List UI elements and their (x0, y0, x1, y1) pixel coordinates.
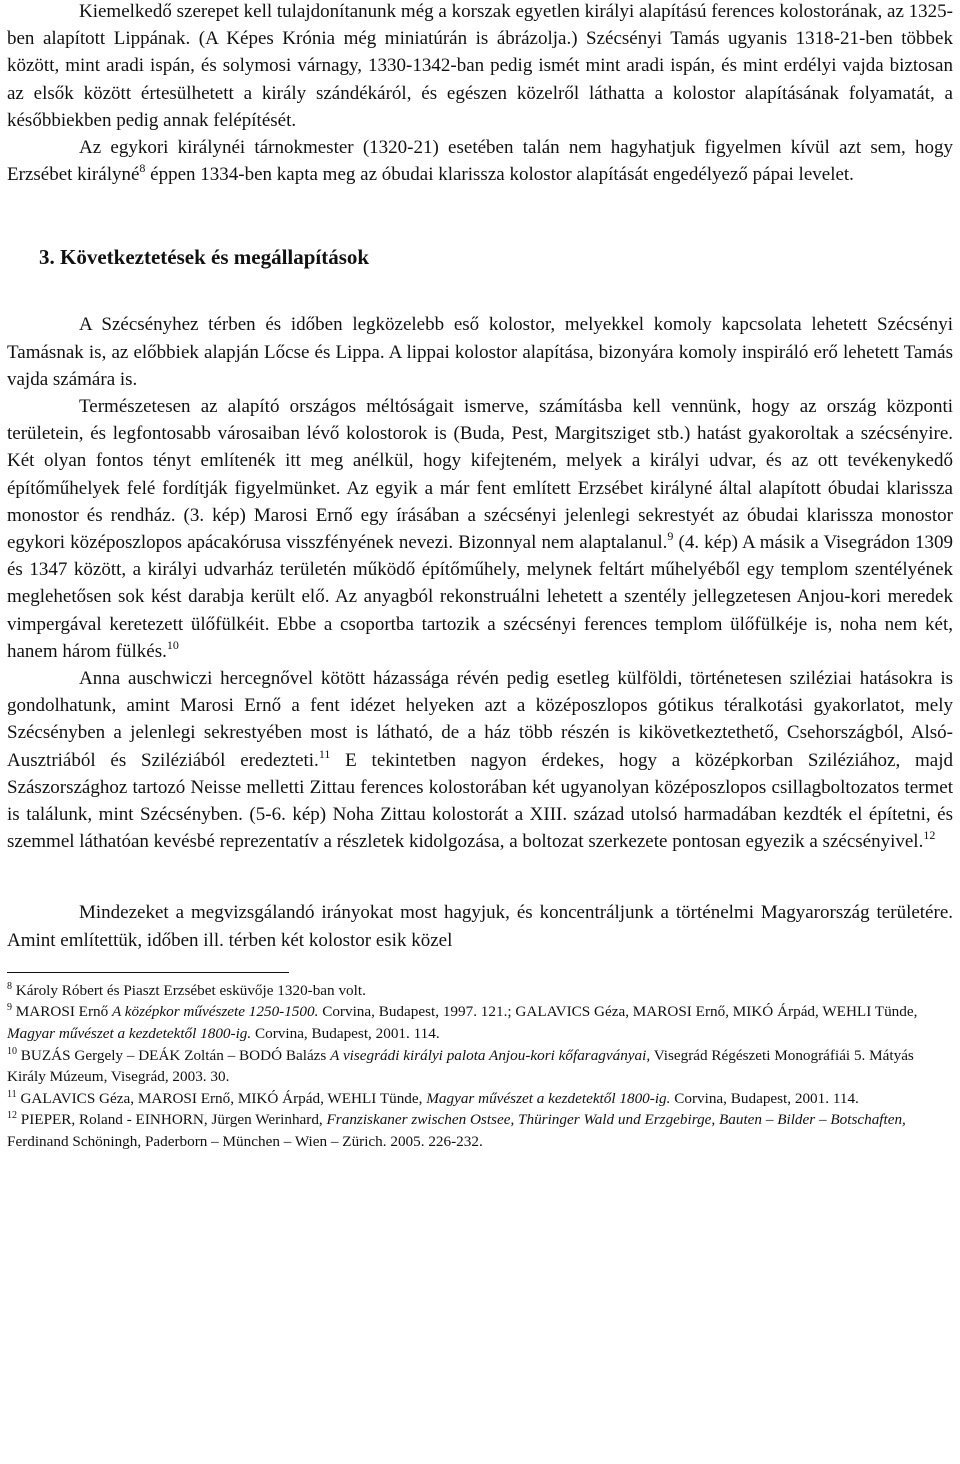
paragraph-text: (4. kép) A másik a Visegrádon 1309 és 1347 között, a királyi udvarház területén működő építőműhely, melynek feltárt műhelyéből egy templom szentélyének meglehetősen sok kést darabja került elő. Az anyagból rekonstruálni lehetett a szentély jellegzetesen Anjou-kori meredek vimpergával keretezett ülőfülkéit. Ebbe a csoportba tartozik a szécsényi ferences templom ülőfülkéje is, noha nem két, hanem három fülkés. (7, 532, 954, 662)
paragraph-text: E tekintetben nagyon érdekes, hogy a középkorban Sziléziához, majd Szászországhoz tartozó Neisse melletti Zittau ferences kolostorában két ugyanolyan középoszlopos csillagboltozatos termet is találunk, mint Szécsényben. (5-6. kép) Noha Zittau kolostorát a XIII. század utolsó harmadában kezdték el építetni, és szemmel láthatóan kevésbé reprezentatív a részletek kidolgozása, a boltozat szerkezete pontosan egyezik a szécsényivel. (7, 749, 953, 853)
footnote-number: 12 (7, 1110, 17, 1122)
paragraph-queen-treasurer (7, 134, 953, 188)
footnote-text: Corvina, Budapest, 2001. 114. (670, 1089, 859, 1107)
footnote-text: BUZÁS Gergely – DEÁK Zoltán – BODÓ Balázs (17, 1046, 331, 1064)
footnote-text: Visegrád Régészeti Monográfiái 5. Mátyás Király Múzeum, Visegrád, 2003. 30. (7, 1046, 914, 1086)
footnotes (7, 980, 953, 1153)
footnote-title: Franziskaner zwischen Ostsee, Thüringer Wald und Erzgebirge, Bauten – Bilder – Botschaften, (326, 1111, 906, 1129)
paragraph-lippa (7, 0, 953, 134)
paragraph-conclusion (7, 899, 953, 953)
footnote-number: 10 (7, 1045, 17, 1057)
paragraph-royal-influence (7, 393, 953, 665)
footnote-text: Corvina, Budapest, 1997. 121.; GALAVICS Géza, MAROSI Ernő, MIKÓ Árpád, WEHLI Tünde, (318, 1003, 918, 1021)
footnote-text: PIEPER, Roland - EINHORN, Jürgen Werinhard, (17, 1111, 327, 1129)
footnote-ref-11[interactable]: 11 (318, 746, 331, 761)
footnote-text: GALAVICS Géza, MAROSI Ernő, MIKÓ Árpád, WEHLI Tünde, (16, 1089, 427, 1107)
footnote-text: Ferdinand Schöningh, Paderborn – München – Wien – Zürich. 2005. 226-232. (7, 1133, 483, 1151)
footnote-ref-12[interactable]: 12 (923, 828, 936, 843)
section-title: Következtetések és megállapítások (60, 245, 370, 270)
footnote-number: 9 (7, 1002, 12, 1014)
footnote-text: Corvina, Budapest, 2001. 114. (251, 1025, 440, 1043)
paragraph-text: Az egykori királynéi tárnokmester (1320-21) esetében talán nem hagyhatjuk figyelmen kívül azt sem, hogy Erzsébet királyné (7, 137, 953, 186)
footnote-title: A visegrádi királyi palota Anjou-kori kőfaragványai, (330, 1046, 651, 1064)
footnote-ref-8[interactable]: 8 (139, 161, 146, 176)
paragraph-text: éppen 1334-ben kapta meg az óbudai klarissza kolostor alapítását engedélyező pápai levelet. (145, 164, 854, 186)
footnote-text: MAROSI Ernő (12, 1003, 112, 1021)
section-number: 3. (39, 245, 55, 270)
footnote-number: 8 (7, 980, 12, 992)
footnote-10 (7, 1045, 953, 1088)
footnote-12 (7, 1109, 953, 1152)
footnote-separator (7, 972, 289, 973)
paragraph-silesian-influence (7, 665, 953, 855)
footnote-number: 11 (7, 1088, 17, 1100)
paragraph-text: A Szécsényhez térben és időben legközelebb eső kolostor, melyekkel komoly kapcsolata lehetett Szécsényi Tamásnak is, az előbbiek alapján Lőcse és Lippa. A lippai kolostor alapítása, bizonyára komoly inspiráló erő lehetett Tamás vajda számára is. (7, 314, 953, 390)
footnote-9 (7, 1001, 953, 1044)
paragraph-text: Anna auschwiczi hercegnővel kötött házassága révén pedig esetleg külföldi, történetesen sziléziai hatásokra is gondolhatunk, amint Marosi Ernő a fent idézet helyeken azt a középoszlopos gótikus téralkotási gyakorlatot, mely Szécsényben a jelenlegi sekrestyében most is látható, de a ház több részén is kikövetkeztethető, Csehországból, Alsó-Ausztriából és Sziléziából eredezteti. (7, 668, 953, 771)
footnote-8 (7, 980, 953, 1002)
paragraph-nearest-monasteries (7, 311, 953, 393)
footnote-title: Magyar művészet a kezdetektől 1800-ig. (7, 1025, 252, 1043)
paragraph-text: Mindezeket a megvizsgálandó irányokat most hagyjuk, és koncentráljunk a történelmi Magyarország területére. Amint említettük, időben ill. térben két kolostor esik közel (7, 902, 953, 951)
section-heading (39, 243, 953, 271)
paragraph-text: Természetesen az alapító országos méltóságait ismerve, számításba kell vennünk, hogy az ország központi területein, és legfontosabb városaiban lévő kolostorok is (Buda, Pest, Margitsziget stb.) hatást gyakoroltak a szécsényire. Két olyan fontos tényt említenék itt meg anélkül, hogy kifejteném, melyek a királyi udvar, és az ott tevékenykedő építőműhelyek felé fordítják figyelmünket. Az egyik a már fent említett Erzsébet királyné által alapított óbudai klarissza monostor és rendház. (3. kép) Marosi Ernő egy írásában a szécsényi jelenlegi sekrestyét az óbudai klarissza monostor egykori középoszlopos apácakórusa visszfényének nevezi. Bizonnyal nem alaptalanul. (7, 396, 953, 554)
footnote-ref-10[interactable]: 10 (166, 637, 179, 652)
footnote-text: Károly Róbert és Piaszt Erzsébet esküvője 1320-ban volt. (12, 981, 366, 999)
footnote-11 (7, 1088, 953, 1110)
paragraph-text: Kiemelkedő szerepet kell tulajdonítanunk még a korszak egyetlen királyi alapítású ferences kolostorának, az 1325-ben alapított Lippának. (A Képes Krónia még miniatúrán is ábrázolja.) Szécsényi Tamás ugyanis 1318-21-ben többek között, mint aradi ispán, és solymosi várnagy, 1330-1342-ban pedig ismét mint aradi ispán, és mint erdélyi vajda biztosan az elsők között értesülhetett a király szándékáról, és egészen közelről láthatta a kolostor alapításának folyamatát, a későbbiekben pedig annak felépítését. (7, 1, 953, 131)
footnote-title: Magyar művészet a kezdetektől 1800-ig. (426, 1089, 671, 1107)
footnote-ref-9[interactable]: 9 (667, 529, 674, 544)
footnote-title: A középkor művészete 1250-1500. (112, 1003, 319, 1021)
